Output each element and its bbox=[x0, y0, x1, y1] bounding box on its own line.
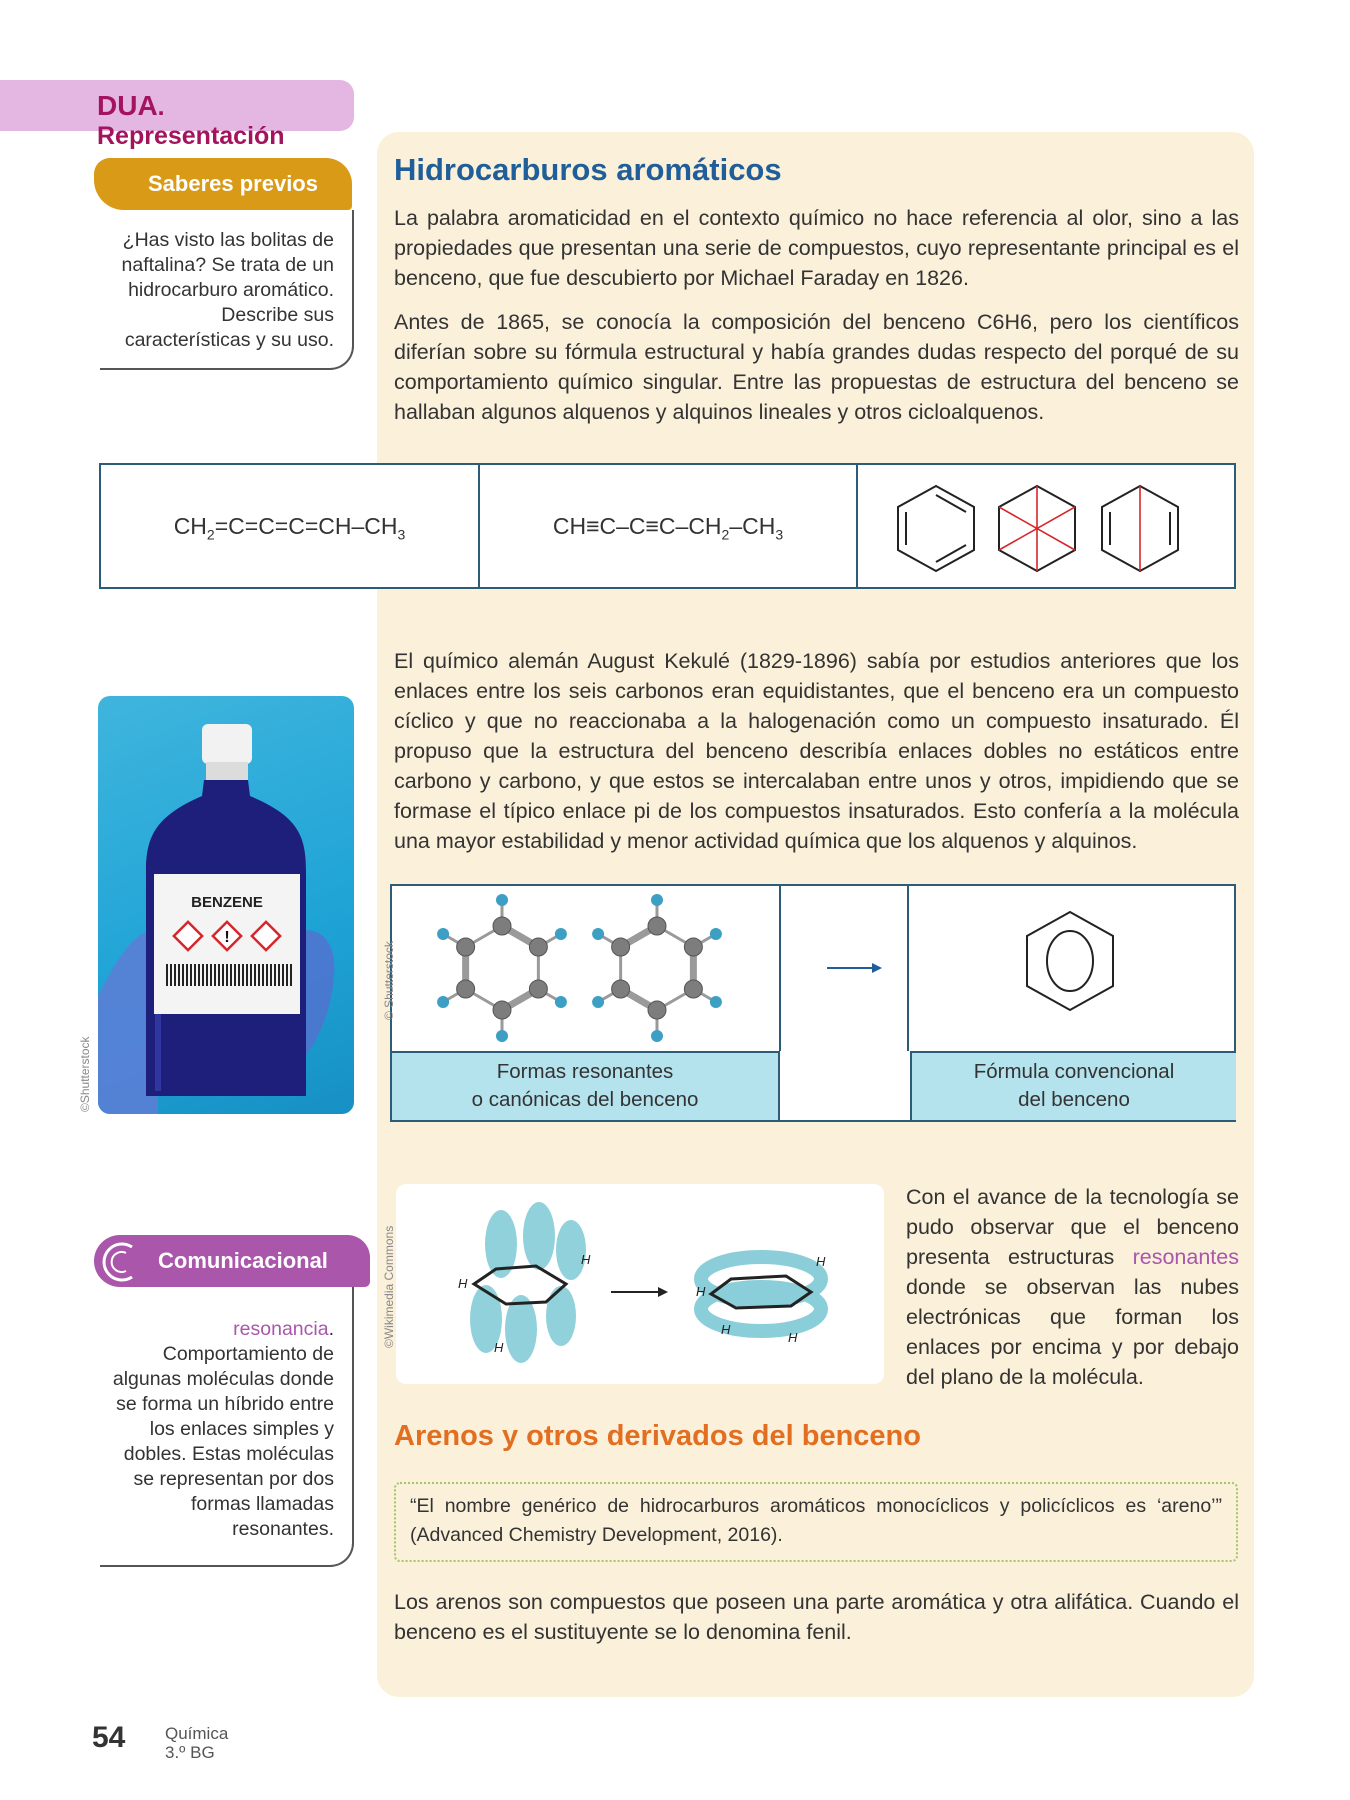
photo-credit-3: ©Wikimedia Commons bbox=[382, 1225, 396, 1348]
svg-text:H: H bbox=[816, 1254, 826, 1269]
caption-conventional-formula: Fórmula convencional del benceno bbox=[910, 1051, 1236, 1120]
svg-text:H: H bbox=[494, 1340, 504, 1355]
paragraph-1: La palabra aromaticidad en el contexto químico no hace referencia al olor, sino a las propiedades que presentan una serie de compuestos, cuyo representante principal es el benceno, que fue descubierto por Michael Faraday en 1826. bbox=[394, 206, 1239, 290]
svg-text:!: ! bbox=[224, 929, 230, 946]
hexagon-dewar-1 bbox=[898, 486, 974, 571]
benzene-bottle-photo bbox=[98, 696, 354, 1114]
kekule-structure-1 bbox=[437, 894, 567, 1042]
barcode bbox=[164, 964, 292, 986]
comunicacional-box bbox=[100, 1287, 354, 1567]
bottle-illustration bbox=[98, 696, 354, 1114]
svg-text:H: H bbox=[788, 1330, 798, 1345]
section-subtitle: Arenos y otros derivados del benceno bbox=[394, 1420, 921, 1452]
svg-text:H: H bbox=[721, 1322, 731, 1337]
photo-credit-1: ©Shutterstock bbox=[78, 1036, 92, 1112]
saberes-previos-tag: Saberes previos bbox=[94, 158, 352, 210]
photo-credit-2: © Shutterstock bbox=[382, 941, 396, 1020]
arrow-icon bbox=[827, 963, 882, 973]
comunicacional-text: resonancia. Comportamiento de algunas moléculas donde se forma un híbrido entre los enlaces simples y dobles. Estas moléculas se representan por dos formas llamadas resonantes. bbox=[112, 1318, 334, 1540]
pi-orbital-illustration bbox=[396, 1184, 884, 1384]
paragraph-5: Los arenos son compuestos que poseen una parte aromática y otra alifática. Cuando el benceno es el sustituyente se lo denomina fenil. bbox=[394, 1590, 1239, 1644]
formula-alkyne: $CH\equiv C-C\equiv C-CH_2-CH_3$ bbox=[552, 513, 784, 543]
term-resonantes: resonantes bbox=[1132, 1245, 1239, 1269]
benzene-conventional-formula bbox=[1027, 912, 1113, 1010]
paragraph-2: Antes de 1865, se conocía la composición del benceno C6H6, pero los científicos diferían sobre su fórmula estructural y había grandes dudas respecto del porqué de su comportamiento químico singular. Entre las propuestas de estructura del benceno se hallaban algunos alquenos y alquinos lineales y otros cicloalquenos. bbox=[394, 310, 1239, 424]
page-number: 54 bbox=[92, 1721, 126, 1754]
formula-cell-1 bbox=[101, 465, 480, 587]
quote-box bbox=[394, 1482, 1238, 1562]
quote-text: “El nombre genérico de hidrocarburos aromáticos monocíclicos y policíclicos es ‘areno’” (Advanced Chemistry Development, 2016). bbox=[410, 1495, 1222, 1546]
saberes-previos-box bbox=[100, 210, 354, 370]
orbital-h-label: H bbox=[458, 1276, 468, 1291]
orbital-image bbox=[396, 1184, 884, 1384]
page-title: Hidrocarburos aromáticos bbox=[394, 152, 782, 187]
bottle-label-text: BENZENE bbox=[191, 894, 263, 911]
dua-label: DUA. Representación bbox=[97, 90, 285, 150]
formula-cell-3 bbox=[858, 465, 1234, 587]
hexagon-claus bbox=[999, 486, 1075, 571]
saberes-previos-text: ¿Has visto las bolitas de naftalina? Se trata de un hidrocarburo aromático. Describe sus características y su uso. bbox=[121, 229, 334, 351]
cycloalkene-structures bbox=[858, 465, 1234, 587]
hexagon-dewar-2 bbox=[1102, 486, 1178, 571]
kekule-structure-2 bbox=[592, 894, 722, 1042]
formula-table bbox=[99, 463, 1236, 589]
paragraph-4: Con el avance de la tecnología se pudo observar que el benceno presenta estructuras resonantes donde se observan las nubes electrónicas que forman los enlaces por encima y por debajo del plano de la molécula. bbox=[906, 1185, 1239, 1389]
formula-alkene: $CH_2=C=C=C=CH-CH_3$ bbox=[173, 513, 406, 543]
svg-text:H: H bbox=[696, 1284, 706, 1299]
formula-cell-2 bbox=[480, 465, 858, 587]
svg-text:H: H bbox=[581, 1252, 591, 1267]
resonance-figure bbox=[390, 884, 1236, 1122]
c-icon bbox=[100, 1237, 140, 1287]
footer-subject: Química 3.º BG bbox=[165, 1724, 229, 1762]
comunicacional-tag: Comunicacional bbox=[94, 1235, 370, 1287]
caption-resonant-forms: Formas resonantes o canónicas del benceno bbox=[392, 1051, 780, 1120]
resonance-structures bbox=[392, 886, 1234, 1051]
paragraph-3: El químico alemán August Kekulé (1829-1896) sabía por estudios anteriores que los enlaces entre los seis carbonos eran equidistantes, que el benceno era un compuesto cíclico y que no reaccionaba a la halogenación como un compuesto insaturado. Él propuso que la estructura del benceno describía enlaces dobles no estáticos entre carbono y carbono, y que estos se intercalaban entre unos y otros, impidiendo que se formase el típico enlace pi de los compuestos insaturados. Esto confería a la molécula una mayor estabilidad y menor actividad química que los alquenos y alquinos. bbox=[394, 649, 1239, 853]
dua-tab bbox=[0, 80, 354, 150]
